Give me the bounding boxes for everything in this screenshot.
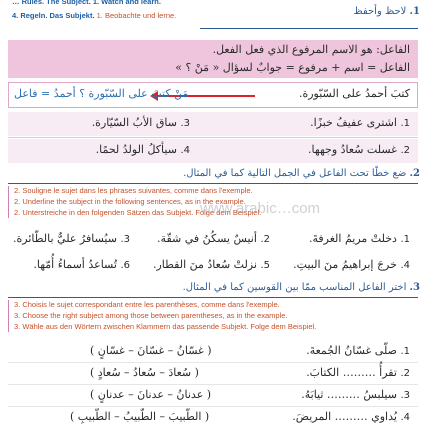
rule-line-2: الفاعل = اسم + مرفوع = جوابٌ لسؤال « مَنْ ؟ » (175, 61, 410, 74)
section3-sentence: 4. يُداوي ……… المريضَ. (292, 410, 410, 423)
section3-options: ( سُعادَ – سُعادُ – سُعادٍ ) (90, 366, 199, 379)
section3-sentence: 3. سيلبسُ ……… ثيابَهُ. (301, 388, 410, 401)
section2-item: 1. دخلتْ مريمُ الغرفةَ. (309, 232, 410, 245)
section2-instr-en: 2. Underline the subject in the following sentences, as in the example. (14, 197, 246, 206)
section3-instr-fr: 3. Choisis le sujet correspondant entre les parenthèses, comme dans l'exemple. (14, 300, 280, 309)
section2-item: 6. تُساعدُ أسماءُ أُمّها. (33, 258, 130, 271)
section2-instr-de: 2. Unterstreiche in den folgenden Sätzen das Subjekt. Folge dem Beispiel. (14, 208, 262, 217)
section3-divider (8, 297, 418, 298)
section3-row-divider (8, 384, 418, 385)
exercise1-item: 2. غسلت سُعادُ وجهها. (308, 143, 410, 156)
section2-divider (8, 183, 418, 184)
section3-sentence: 2. تقرأُ ……… الكتابَ. (306, 366, 410, 379)
section3-title: 3. اختر الفاعل المناسب ممّا بين القوسين كما في المثال. (182, 282, 420, 293)
exercise1-item: 4. سيأكلُ الولدُ لحمًا. (95, 143, 190, 156)
watermark: www.arabic…com (200, 200, 321, 217)
rule-line-1: الفاعل: هو الاسم المرفوع الذي فعل الفعل. (212, 43, 410, 56)
section2-item: 3. سيُسافرُ عليٌّ بالطّائرة. (13, 232, 130, 245)
section2-instr-marker (8, 186, 9, 218)
section1-title: 1. لاحظ وأحفظ (353, 6, 420, 17)
section3-row-divider (8, 406, 418, 407)
section3-sentence: 1. صلّى غسّانُ الجُمعةَ. (306, 344, 410, 357)
rules-en-partial: … Rules. The Subject. 1. Watch and learn. (12, 0, 161, 6)
rules-de-text: 1. Beobachte und lerne. (96, 11, 177, 20)
section2-title: 2. ضع خطًا تحت الفاعل في الجمل التالية كما في المثال. (183, 168, 420, 179)
exercise1-item: 1. اشترى عفيفُ خبزًا. (310, 116, 410, 129)
example-right: كتبَ أحمدُ على السّبّورة. (298, 87, 410, 100)
section3-row-divider (8, 362, 418, 363)
section1-divider (200, 28, 418, 29)
section2-instr-fr: 2. Souligne le sujet dans les phrases suivantes, comme dans l'exemple. (14, 186, 253, 195)
example-left: مَنْ كتبَ على السّبّورة ؟ أحمدُ = فاعل (14, 87, 189, 100)
exercise1-item: 3. ساق الأبُ السّيّارة. (91, 116, 190, 129)
section3-instr-en: 3. Choose the right subject among those between parentheses, as in the example. (14, 311, 288, 320)
section3-options: ( الطّبيبَ – الطّبيبُ – الطّبيبِ ) (70, 410, 210, 423)
section3-instr-marker (8, 300, 9, 332)
section3-options: ( غسّانُ – غسّانَ – غسّانٍ ) (90, 344, 212, 357)
section2-item: 2. أنيسٌ يسكُنُ في شقّة. (157, 232, 270, 245)
section2-item: 5. نزلتْ سُعادُ منَ القطار. (152, 258, 270, 271)
section2-item: 4. خرجَ إبراهيمُ منَ البيتِ. (293, 258, 410, 271)
rules-de-line: 4. Regeln. Das Subjekt. 1. Beobachte und lerne. (12, 11, 177, 20)
section3-instr-de: 3. Wähle aus den Wörtern zwischen Klammern das passende Subjekt. Folge dem Beispiel. (14, 322, 317, 331)
section3-options: ( عدنانُ – عدنانَ – عدنانٍ ) (90, 388, 212, 401)
exercise1-separator (8, 137, 418, 138)
